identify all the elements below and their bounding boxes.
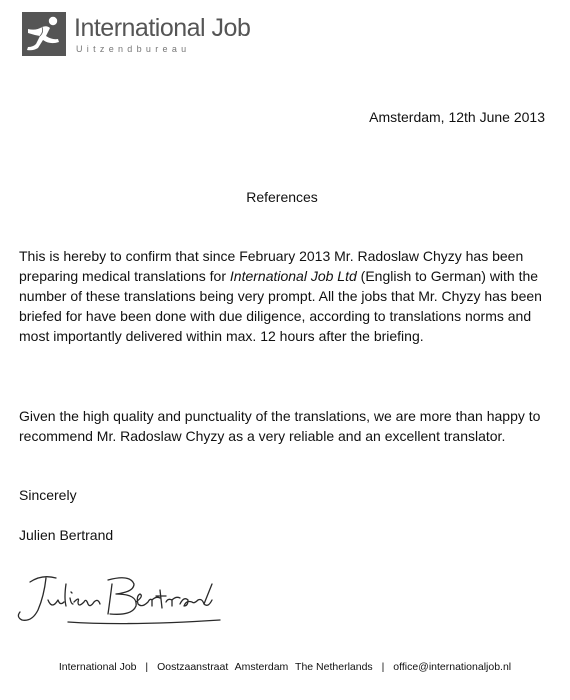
company-logo xyxy=(22,12,272,58)
logo-subtitle: Uitzendbureau xyxy=(76,44,191,54)
logo-title: International Job xyxy=(74,14,251,42)
paragraph-1-text-start: This is hereby to confirm that since February 2013 Mr. Radoslaw Chyzy has been preparing medical translations for xyxy=(19,248,524,284)
footer-country: The Netherlands xyxy=(295,661,373,673)
letter-paragraph-2: Given the high quality and punctuality of the translations, we are more than happy to recommend Mr. Radoslaw Chyzy as a very reliable and an excellent translator. xyxy=(19,408,541,444)
footer-company: International Job xyxy=(58,661,137,673)
footer-email[interactable]: office@internationaljob.nl xyxy=(393,661,512,673)
letter-paragraph-1 xyxy=(19,246,551,346)
handwritten-signature xyxy=(8,570,228,630)
signer-name: Julien Bertrand xyxy=(19,527,114,543)
company-name-italic: International Job Ltd xyxy=(229,268,357,284)
footer-separator: | xyxy=(145,661,149,673)
paragraph-1-text-end: (English to German) with the number of these translations being very prompt. All the jobs that Mr. Chyzy has been briefed for have been done with due diligence, according to translations norms and most importantly delivered within max. 12 hours after the briefing. xyxy=(19,268,542,344)
running-figure-icon xyxy=(22,12,66,56)
letter-heading: References xyxy=(246,189,318,205)
footer-street: Oostzaanstraat xyxy=(157,661,229,673)
footer-city: Amsterdam xyxy=(234,661,289,673)
letter-closing: Sincerely xyxy=(19,487,77,503)
letter-date: Amsterdam, 12th June 2013 xyxy=(369,109,545,125)
letter-footer xyxy=(0,660,570,674)
footer-separator: | xyxy=(381,661,385,673)
